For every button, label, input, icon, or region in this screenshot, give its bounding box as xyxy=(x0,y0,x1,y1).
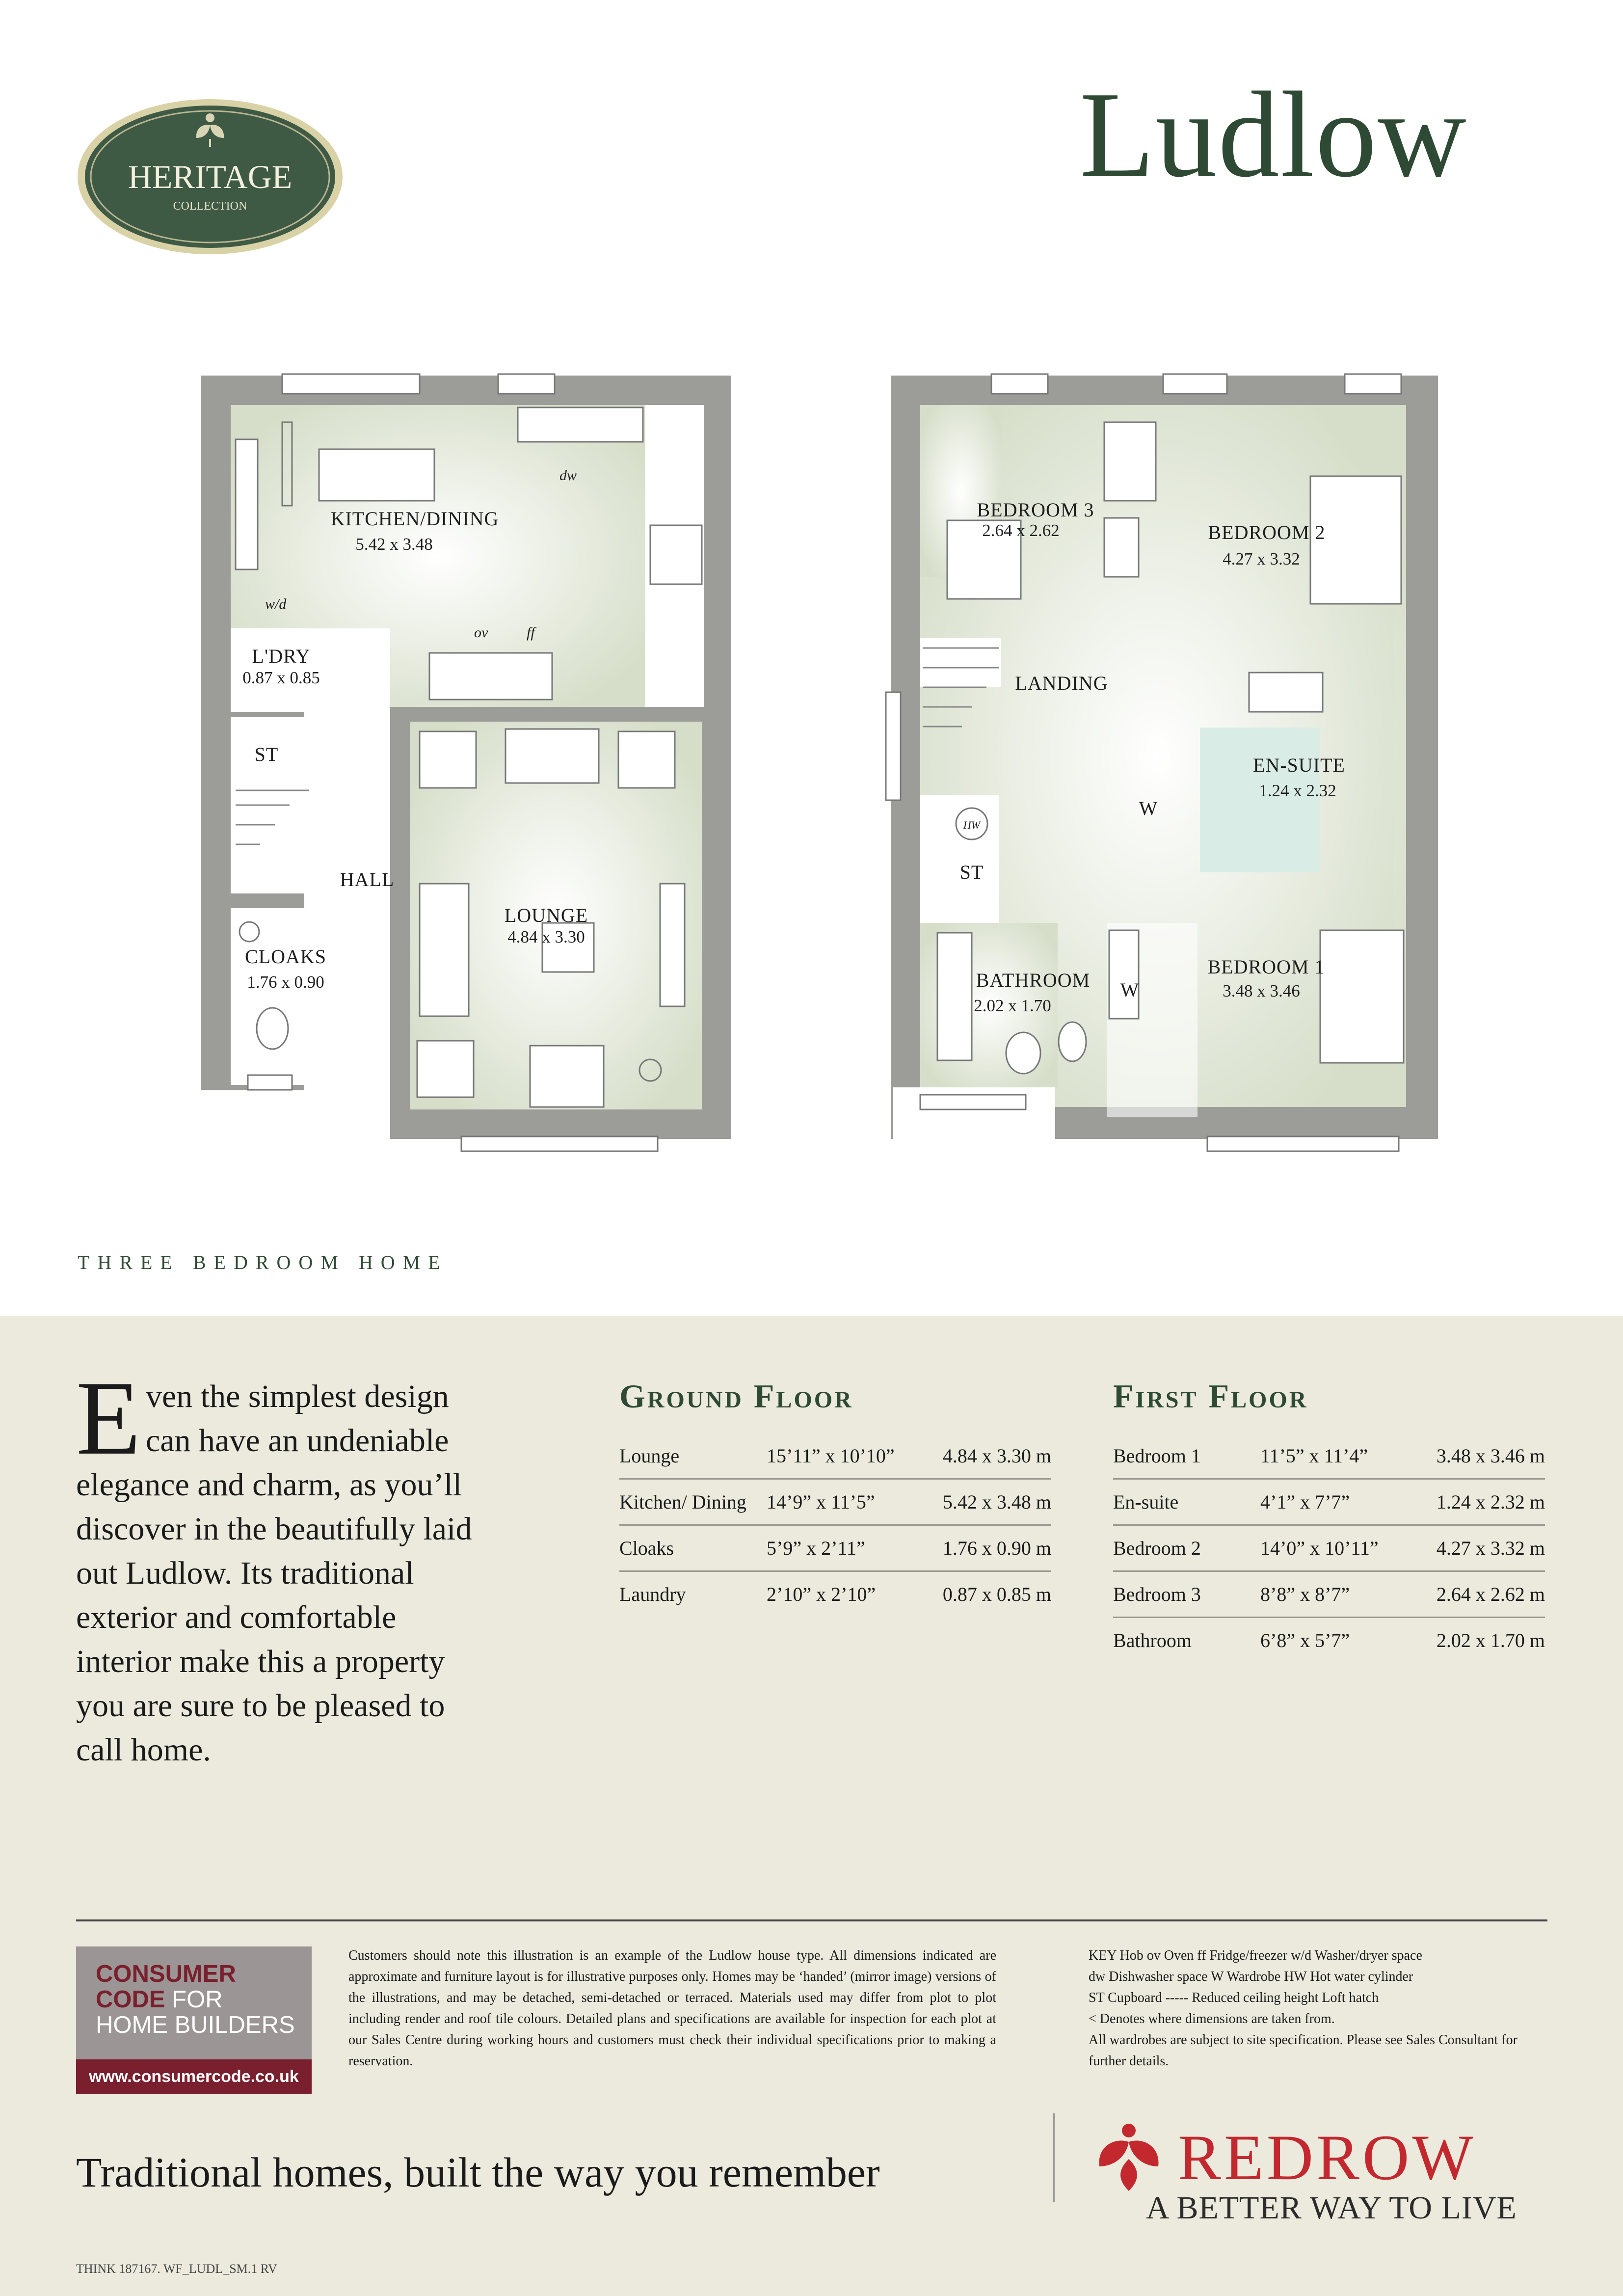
ground-floor-plan xyxy=(201,374,731,1151)
cloaks-label: CLOAKS xyxy=(244,945,327,968)
cc-line2b: FOR xyxy=(172,1986,223,2013)
room-metric: 1.24 x 2.32 m xyxy=(1412,1479,1545,1525)
bedroom3-label: BEDROOM 3 xyxy=(977,499,1094,521)
table-row xyxy=(619,1571,1051,1617)
ensuite-label: EN-SUITE xyxy=(1253,754,1345,776)
lounge-dim: 4.84 x 3.30 xyxy=(507,927,585,946)
ensuite-dim: 1.24 x 2.32 xyxy=(1259,781,1336,800)
room-metric: 5.42 x 3.48 m xyxy=(919,1479,1051,1525)
table-row xyxy=(619,1479,1051,1525)
room-imperial: 14’9” x 11’5” xyxy=(767,1479,919,1525)
room-metric: 2.64 x 2.62 m xyxy=(1412,1571,1545,1618)
intro-text xyxy=(76,1359,498,1772)
bedroom3-dim: 2.64 x 2.62 xyxy=(982,521,1060,540)
cc-line1: CONSUMER xyxy=(96,1961,236,1987)
bedroom2-dim: 4.27 x 3.32 xyxy=(1223,549,1300,568)
table-row xyxy=(1113,1618,1545,1663)
drop-cap: E xyxy=(76,1359,141,1477)
floor-plans xyxy=(186,363,1453,1178)
document-reference: THINK 187167. WF_LUDL_SM.1 RV xyxy=(76,2262,277,2276)
laundry-label: L'DRY xyxy=(252,645,311,667)
cc-line2a: CODE xyxy=(96,1986,165,2013)
first-floor-plan xyxy=(886,374,1438,1151)
room-name: Kitchen/ Dining xyxy=(619,1479,767,1525)
kitchen-label: KITCHEN/DINING xyxy=(330,508,499,530)
room-name: Bedroom 3 xyxy=(1113,1571,1260,1618)
bathroom-dim: 2.02 x 1.70 xyxy=(974,996,1051,1015)
table-row xyxy=(619,1433,1051,1479)
redrow-wordmark: REDROW xyxy=(1178,2121,1476,2193)
table-row xyxy=(1113,1479,1545,1525)
room-name: Lounge xyxy=(619,1433,767,1479)
table-row xyxy=(619,1525,1051,1571)
dishwasher-label: dw xyxy=(559,467,577,484)
oven-label: ov xyxy=(474,624,488,641)
key-line3: ST Cupboard ----- Reduced ceiling height Loft hatch xyxy=(1089,1990,1379,2005)
room-name: En-suite xyxy=(1113,1479,1260,1525)
laundry-dim: 0.87 x 0.85 xyxy=(242,668,320,687)
room-imperial: 6’8” x 5’7” xyxy=(1260,1629,1350,1651)
room-name: Laundry xyxy=(619,1583,686,1605)
key-line4: < Denotes where dimensions are taken from. xyxy=(1089,2011,1335,2026)
bedroom1-dim: 3.48 x 3.46 xyxy=(1223,981,1300,1000)
logo-name: HERITAGE xyxy=(128,158,293,195)
divider xyxy=(76,1919,1547,1921)
redrow-rose-icon xyxy=(1087,2120,1171,2193)
first-floor-table xyxy=(1113,1433,1545,1663)
tagline: Traditional homes, built the way you remember xyxy=(76,2149,880,2196)
intro-body: ven the simplest design can have an undeniable elegance and charm, as you’ll discover in the beautifully laid out Ludlow. Its traditional exterior and comfortable interior make this a property you are sure to be pleased to call home. xyxy=(76,1378,472,1768)
room-imperial: 8’8” x 8’7” xyxy=(1260,1571,1412,1618)
consumer-code-text xyxy=(96,1961,295,2038)
room-imperial: 11’5” x 11’4” xyxy=(1260,1433,1412,1479)
room-imperial: 15’11” x 10’10” xyxy=(767,1433,919,1479)
room-metric: 2.02 x 1.70 m xyxy=(1436,1629,1545,1651)
washer-dryer-label: w/d xyxy=(265,596,287,612)
first-st-label: ST xyxy=(959,861,984,883)
kitchen-dim: 5.42 x 3.48 xyxy=(355,535,433,554)
heritage-collection-logo xyxy=(74,96,346,258)
room-imperial: 5’9” x 2’11” xyxy=(767,1525,919,1571)
st-label: ST xyxy=(254,743,279,765)
ground-floor-table xyxy=(619,1433,1051,1617)
wardrobe-label-2: W xyxy=(1120,979,1140,1001)
lounge-label: LOUNGE xyxy=(504,904,588,926)
room-metric: 3.48 x 3.46 m xyxy=(1412,1433,1545,1479)
bedroom2-label: BEDROOM 2 xyxy=(1208,521,1326,543)
disclaimer-text: Customers should note this illustration is an example of the Ludlow house type. All dimensions indicated are approximate and furniture layout is for illustrative purposes only. Homes may be ‘handed’ (mirror image) versions of the illustrations, and may be detached, semi-detached or terraced. Materials used may differ from plot to plot including render and roof tile colours. Detailed plans and specifications are available for inspection for each plot at our Sales Centre during working hours and customers must check their individual specifications prior to making a reservation. xyxy=(348,1948,996,2069)
cloaks-dim: 1.76 x 0.90 xyxy=(247,972,324,992)
key-line5: All wardrobes are subject to site specification. Please see Sales Consultant for further details. xyxy=(1089,2032,1517,2069)
table-row xyxy=(1113,1525,1545,1571)
bathroom-label: BATHROOM xyxy=(976,969,1091,991)
first-floor-title: First Floor xyxy=(1113,1378,1308,1415)
room-metric: 0.87 x 0.85 m xyxy=(942,1583,1051,1605)
key-line1: KEY Hob ov Oven ff Fridge/freezer w/d Washer/dryer space xyxy=(1089,1948,1422,1963)
key-line2: dw Dishwasher space W Wardrobe HW Hot water cylinder xyxy=(1089,1969,1413,1984)
logo-sub: COLLECTION xyxy=(173,200,247,213)
plan-key xyxy=(1089,1945,1550,2072)
consumer-code-url[interactable]: www.consumercode.co.uk xyxy=(76,2059,312,2094)
room-name: Cloaks xyxy=(619,1525,767,1571)
bedroom1-label: BEDROOM 1 xyxy=(1207,956,1325,978)
home-type-subtitle: THREE BEDROOM HOME xyxy=(78,1251,448,1273)
room-metric: 4.84 x 3.30 m xyxy=(919,1433,1051,1479)
fridge-label: ff xyxy=(527,624,535,641)
room-name: Bedroom 2 xyxy=(1113,1525,1260,1571)
room-name: Bathroom xyxy=(1113,1629,1192,1651)
ground-floor-title: Ground Floor xyxy=(619,1378,853,1415)
hot-water-label: HW xyxy=(963,819,981,831)
room-imperial: 2’10” x 2’10” xyxy=(767,1583,876,1605)
room-imperial: 14’0” x 10’11” xyxy=(1260,1525,1412,1571)
hall-label: HALL xyxy=(340,868,395,891)
wardrobe-label-1: W xyxy=(1139,797,1158,819)
room-name: Bedroom 1 xyxy=(1113,1433,1260,1479)
room-metric: 4.27 x 3.32 m xyxy=(1412,1525,1545,1571)
redrow-tagline: A BETTER WAY TO LIVE xyxy=(1146,2190,1517,2226)
table-row xyxy=(1113,1433,1545,1479)
room-imperial: 4’1” x 7’7” xyxy=(1260,1479,1412,1525)
table-row xyxy=(1113,1571,1545,1618)
room-metric: 1.76 x 0.90 m xyxy=(919,1525,1051,1571)
landing-label: LANDING xyxy=(1015,672,1108,694)
cc-line3: HOME BUILDERS xyxy=(96,2012,295,2038)
divider-vertical xyxy=(1053,2113,1055,2202)
page-title: Ludlow xyxy=(1080,67,1467,203)
